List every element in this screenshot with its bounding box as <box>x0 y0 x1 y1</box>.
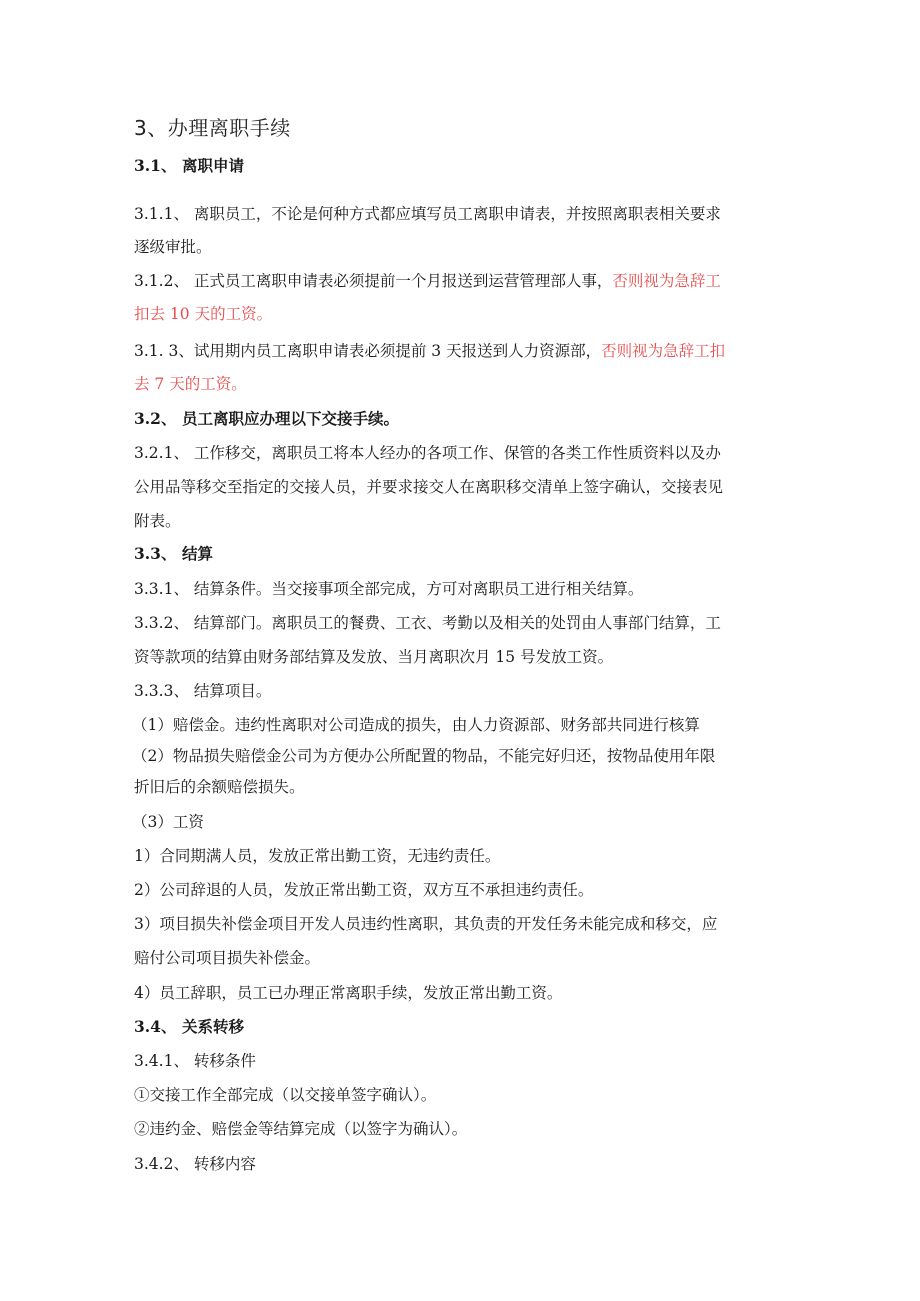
paragraph-3-3-1: 3.3.1、 结算条件。当交接事项全部完成，方可对离职员工进行相关结算。 <box>134 580 644 598</box>
section-3-1-heading <box>134 150 784 182</box>
settlement-item-2-line2: 折旧后的余额赔偿损失。 <box>134 778 305 796</box>
section-label: 离职申请 <box>182 156 245 175</box>
paragraph-text: 3.1.2、 正式员工离职申请表必须提前一个月报送到运营管理部人事， <box>134 272 613 290</box>
paragraph-3-1-3-line2: 去 7 天的工资。 <box>134 375 247 393</box>
settlement-item-2-line1: （2）物品损失赔偿金公司为方便办公所配置的物品，不能完好归还，按物品使用年限 <box>132 747 716 765</box>
section-number: 3.2、 <box>134 409 177 428</box>
settlement-item-1: （1）赔偿金。违约性离职对公司造成的损失，由人力资源部、财务部共同进行核算 <box>132 716 700 734</box>
paragraph-3-1-2-line1 <box>134 265 784 297</box>
paragraph-3-2-1-line3: 附表。 <box>134 512 181 530</box>
paragraph-3-1-3-line1 <box>134 335 784 367</box>
paragraph-3-2-1-line1: 3.2.1、 工作移交，离职员工将本人经办的各项工作、保管的各类工作性质资料以及办 <box>134 444 721 462</box>
wage-rule-3-line1: 3）项目损失补偿金项目开发人员违约性离职，其负责的开发任务未能完成和移交，应 <box>134 915 718 933</box>
paragraph-3-4-1: 3.4.1、 转移条件 <box>134 1052 256 1070</box>
paragraph-3-3-2-line1: 3.3.2、 结算部门。离职员工的餐费、工衣、考勤以及相关的处罚由人事部门结算，工 <box>134 614 721 632</box>
paragraph-3-3-2-line2: 资等款项的结算由财务部结算及发放、当月离职次月 15 号发放工资。 <box>134 648 614 666</box>
section-number: 3.1、 <box>134 156 177 175</box>
wage-rule-4: 4）员工辞职，员工已办理正常离职手续，发放正常出勤工资。 <box>134 984 563 1002</box>
section-number: 3.4、 <box>134 1017 177 1036</box>
section-label: 关系转移 <box>182 1017 245 1036</box>
section-number: 3.3、 <box>134 544 177 563</box>
section-3-2-heading <box>134 403 784 435</box>
paragraph-3-3-3: 3.3.3、 结算项目。 <box>134 682 272 700</box>
highlighted-text: 否则视为急辞工 <box>612 272 721 290</box>
wage-rule-2: 2）公司辞退的人员，发放正常出勤工资，双方互不承担违约责任。 <box>134 881 594 899</box>
highlighted-text: 否则视为急辞工扣 <box>601 342 726 360</box>
paragraph-3-4-2: 3.4.2、 转移内容 <box>134 1155 256 1173</box>
paragraph-3-1-1-line2: 逐级审批。 <box>134 238 212 256</box>
section-label: 结算 <box>182 544 214 563</box>
section-label: 员工离职应办理以下交接手续。 <box>182 409 400 428</box>
paragraph-3-2-1-line2: 公用品等移交至指定的交接人员，并要求接交人在离职移交清单上签字确认，交接表见 <box>134 478 724 496</box>
paragraph-3-1-2-line2: 扣去 10 天的工资。 <box>134 305 273 323</box>
wage-rule-1: 1）合同期满人员，发放正常出勤工资，无违约责任。 <box>134 847 501 865</box>
page-title: 3、办理离职手续 <box>134 116 291 140</box>
wage-rule-3-line2: 赔付公司项目损失补偿金。 <box>134 949 321 967</box>
settlement-item-3: （3）工资 <box>132 813 204 831</box>
transfer-condition-1: ①交接工作全部完成（以交接单签字确认）。 <box>134 1086 437 1104</box>
transfer-condition-2: ②违约金、赔偿金等结算完成（以签字为确认）。 <box>134 1120 468 1138</box>
paragraph-text: 3.1. 3、试用期内员工离职申请表必须提前 3 天报送到人力资源部， <box>134 342 602 360</box>
paragraph-3-1-1-line1: 3.1.1、 离职员工，不论是何种方式都应填写员工离职申请表，并按照离职表相关要求 <box>134 205 721 223</box>
section-3-4-heading <box>134 1011 784 1043</box>
section-3-3-heading <box>134 538 784 570</box>
